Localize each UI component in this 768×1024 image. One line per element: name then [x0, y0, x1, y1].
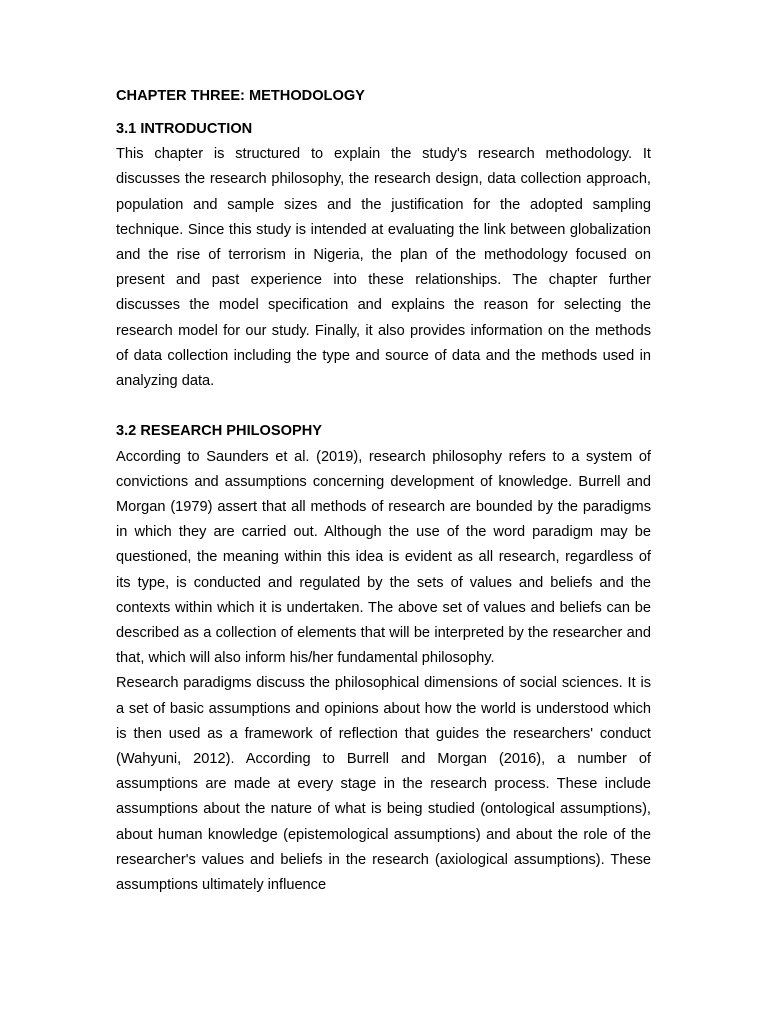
- paragraph: This chapter is structured to explain the study's research methodology. It discusses the research philosophy, the research design, data collection approach, population and sample sizes and the justification for the adopted sampling technique. Since this study is intended at evaluating the link between globalization and the rise of terrorism in Nigeria, the plan of the methodology focused on present and past experience into these relationships. The chapter further discusses the model specification and explains the reason for selecting the research model for our study. Finally, it also provides information on the methods of data collection including the type and source of data and the methods used in analyzing data.: [116, 146, 651, 390]
- paragraph: According to Saunders et al. (2019), research philosophy refers to a system of convictions and assumptions concerning development of knowledge. Burrell and Morgan (1979) assert that all methods of research are bounded by the paradigms in which they are carried out. Although the use of the word paradigm may be questioned, the meaning within this idea is evident as all research, regardless of its type, is conducted and regulated by the sets of values and beliefs and the contexts within which it is undertaken. The above set of values and beliefs can be described as a collection of elements that will be interpreted by the researcher and that, which will also inform his/her fundamental philosophy.: [116, 448, 651, 667]
- section-heading: 3.1 INTRODUCTION: [116, 121, 253, 137]
- section-heading: 3.2 RESEARCH PHILOSOPHY: [116, 423, 322, 440]
- section-spacer: [116, 394, 651, 419]
- paragraph: Research paradigms discuss the philosophical dimensions of social sciences. It is a set of basic assumptions and opinions about how the world is understood which is then used as a framework of reflection that guides the researchers' conduct (Wahyuni, 2012). According to Burrell and Morgan (2016), a number of assumptions are made at every stage in the research process. These include assumptions about the nature of what is being studied (ontological assumptions), about human knowledge (epistemological assumptions) and about the role of the researcher's values and beliefs in the research (axiological assumptions). These assumptions ultimately influence: [116, 675, 651, 894]
- document-page: [116, 84, 651, 898]
- chapter-title: CHAPTER THREE: METHODOLOGY: [116, 88, 365, 104]
- section-introduction: [116, 117, 651, 394]
- section-research-philosophy: [116, 419, 651, 898]
